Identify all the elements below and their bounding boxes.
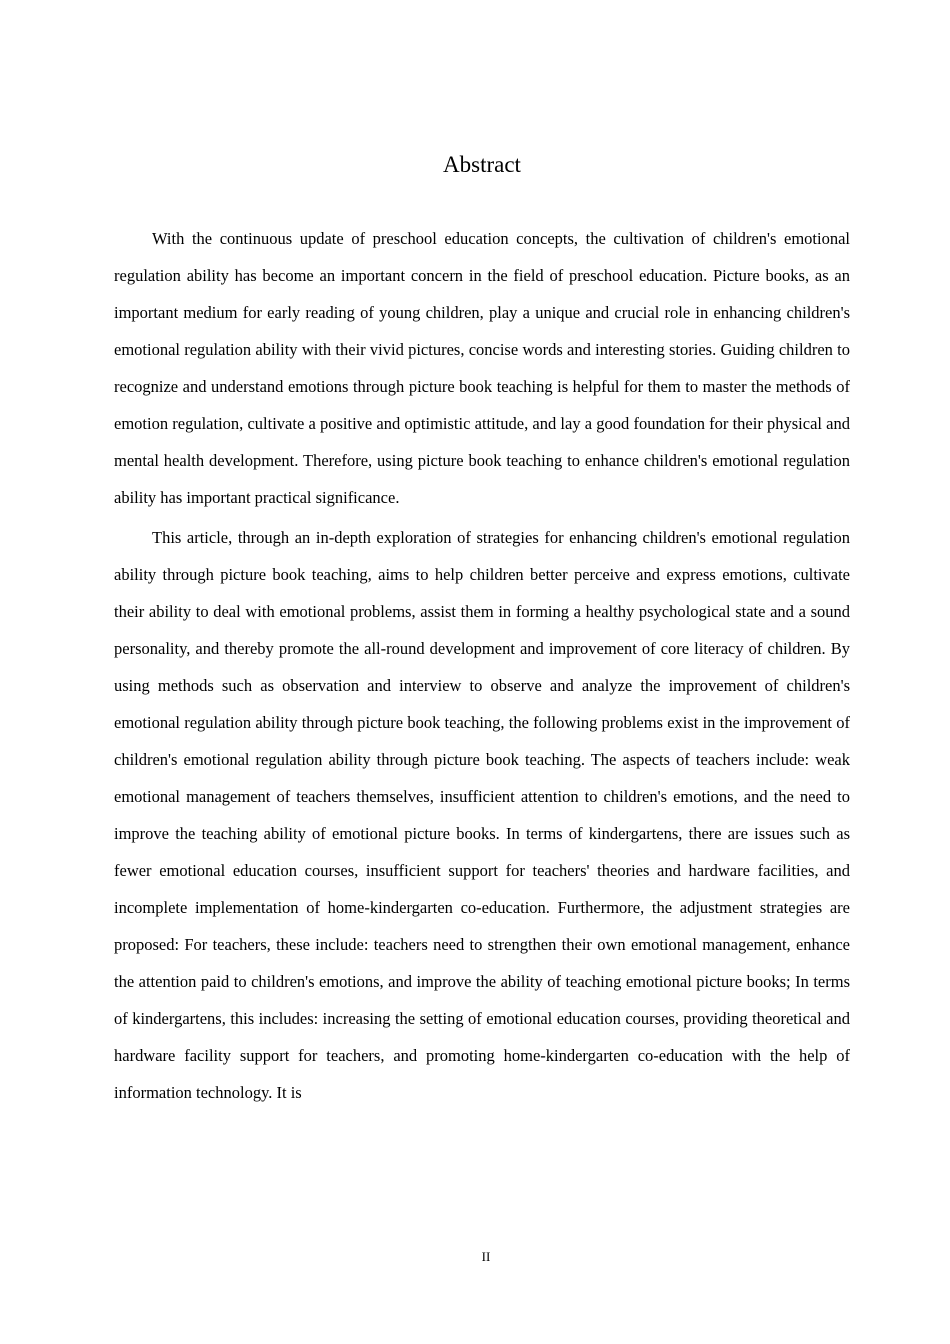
abstract-body <box>114 220 850 1111</box>
abstract-paragraph-1: With the continuous update of preschool education concepts, the cultivation of children's emotional regulation ability has become an important concern in the field of preschool education. Picture books, as an important medium for early reading of young children, play a unique and crucial role in enhancing children's emotional regulation ability with their vivid pictures, concise words and interesting stories. Guiding children to recognize and understand emotions through picture book teaching is helpful for them to master the methods of emotion regulation, cultivate a positive and optimistic attitude, and lay a good foundation for their physical and mental health development. Therefore, using picture book teaching to enhance children's emotional regulation ability has important practical significance. <box>114 229 850 507</box>
page-number: II <box>481 1249 491 1264</box>
abstract-paragraph-2: This article, through an in-depth exploration of strategies for enhancing children's emotional regulation ability through picture book teaching, aims to help children better perceive and express emotions, cultivate their ability to deal with emotional problems, assist them in forming a healthy psychological state and a sound personality, and thereby promote the all-round development and improvement of core literacy of children. By using methods such as observation and interview to observe and analyze the improvement of children's emotional regulation ability through picture book teaching, the following problems exist in the improvement of children's emotional regulation ability through picture book teaching. The aspects of teachers include: weak emotional management of teachers themselves, insufficient attention to children's emotions, and the need to improve the teaching ability of emotional picture books. In terms of kindergartens, there are issues such as fewer emotional education courses, insufficient support for teachers' theories and hardware facilities, and incomplete implementation of home-kindergarten co-education. Furthermore, the adjustment strategies are proposed: For teachers, these include: teachers need to strengthen their own emotional management, enhance the attention paid to children's emotions, and improve the ability of teaching emotional picture books; In terms of kindergartens, this includes: increasing the setting of emotional education courses, providing theoretical and hardware facility support for teachers, and promoting home-kindergarten co-education with the help of information technology. It is <box>114 528 850 1102</box>
abstract-title: Abstract <box>443 152 521 177</box>
